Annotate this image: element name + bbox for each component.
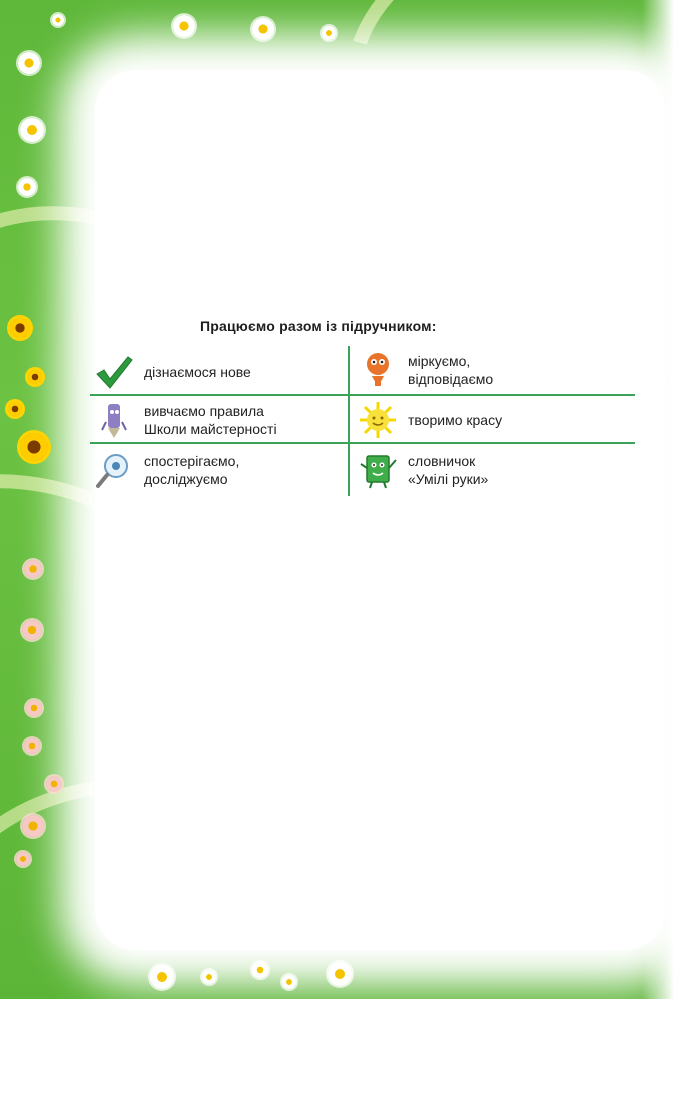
legend-item-think-answer [358, 350, 493, 390]
pink-flower-icon [22, 815, 44, 837]
daisy-icon [322, 26, 336, 40]
daisy-icon [328, 962, 352, 986]
legend-item-label: вивчаємо правила [144, 403, 264, 419]
sunflower-icon [20, 433, 48, 461]
sunflower-icon [28, 370, 42, 384]
legend-item-label: словничок [408, 453, 476, 469]
pink-flower-icon [46, 776, 62, 792]
pencil-character-icon [94, 400, 134, 440]
book-character-icon [358, 450, 398, 490]
daisy-icon [18, 52, 40, 74]
pink-flower-icon [22, 620, 42, 640]
daisy-icon [282, 975, 296, 989]
daisy-icon [252, 18, 274, 40]
sunflower-icon [8, 402, 22, 416]
legend-item-label: спостерігаємо, [144, 453, 240, 469]
legend-item-label: міркуємо, [408, 353, 471, 369]
thinking-character-icon [358, 350, 398, 390]
daisy-icon [20, 118, 44, 142]
page-content-area [95, 70, 665, 950]
legend-item-observe-explore [94, 450, 239, 490]
sun-icon [358, 400, 398, 440]
pink-flower-icon [16, 852, 30, 866]
legend-item-learn-new [94, 352, 251, 392]
legend-title: Працюємо разом із підручником: [200, 318, 437, 334]
legend-item-label: відповідаємо [408, 371, 494, 387]
daisy-icon [173, 15, 195, 37]
row-divider [90, 394, 635, 396]
legend-table [90, 346, 635, 496]
legend-item-dictionary [358, 450, 488, 490]
row-divider [90, 442, 635, 444]
legend-item-create-beauty [358, 400, 502, 440]
daisy-icon [202, 970, 216, 984]
legend-item-label: творимо красу [408, 412, 503, 428]
right-edge-fade [642, 0, 682, 999]
legend-item-school-rules [94, 400, 277, 440]
daisy-icon [52, 14, 64, 26]
daisy-icon [150, 965, 174, 989]
checkmark-icon [94, 352, 134, 392]
column-divider [348, 346, 350, 496]
pink-flower-icon [26, 700, 42, 716]
legend-item-label: «Умілі руки» [408, 471, 489, 487]
pink-flower-icon [24, 560, 42, 578]
magnifier-icon [94, 450, 134, 490]
legend-item-label: Школи майстерності [144, 421, 277, 437]
legend-item-label: досліджуємо [144, 471, 228, 487]
daisy-icon [252, 962, 268, 978]
daisy-icon [18, 178, 36, 196]
sunflower-icon [10, 318, 30, 338]
legend-item-label: дізнаємося нове [144, 364, 251, 380]
pink-flower-icon [24, 738, 40, 754]
